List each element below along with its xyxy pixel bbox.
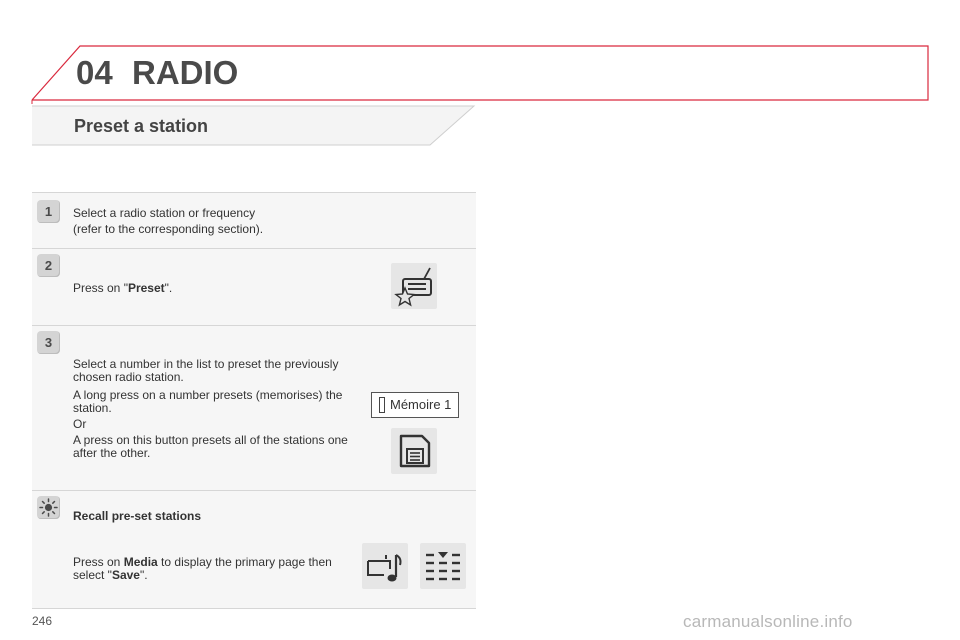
step-2-suffix: ". xyxy=(164,281,173,295)
lightbulb-icon xyxy=(37,496,60,519)
tip-bold-save: Save xyxy=(111,568,140,582)
step-3-para-2: A long press on a number presets (memorises) the station. xyxy=(73,388,343,415)
step-badge: 3 xyxy=(37,331,60,354)
step-badge: 1 xyxy=(37,200,60,223)
step-1-line-1: Select a radio station or frequency xyxy=(73,206,256,220)
watermark: carmanualsonline.info xyxy=(683,612,853,631)
tip-title: Recall pre-set stations xyxy=(73,509,202,523)
list-sort-icon xyxy=(420,543,466,589)
tip-text xyxy=(73,556,335,582)
memoire-indicator-icon xyxy=(379,397,385,413)
memoire-button-label: Mémoire 1 xyxy=(390,397,452,412)
step-2 xyxy=(32,248,476,325)
step-1-line-2: (refer to the corresponding section). xyxy=(73,222,264,236)
step-1 xyxy=(32,192,476,248)
tip-bold-media: Media xyxy=(123,555,158,569)
tip-prefix: Press on xyxy=(73,555,124,569)
chapter-title: RADIO xyxy=(132,54,239,91)
chapter-number: 04 xyxy=(76,54,113,91)
step-badge: 2 xyxy=(37,254,60,277)
radio-preset-star-icon xyxy=(391,263,437,309)
memoire-1-button[interactable] xyxy=(371,392,459,418)
step-2-text xyxy=(73,282,353,295)
step-2-bold: Preset xyxy=(127,281,165,295)
tip-suffix: ". xyxy=(139,568,148,582)
step-3-para-4: A press on this button presets all of the stations one after the other. xyxy=(73,433,348,460)
chapter-header xyxy=(0,0,960,110)
tip-box xyxy=(32,490,476,609)
tip-middle: to display the primary page then select " xyxy=(73,555,332,582)
section-title: Preset a station xyxy=(74,116,209,136)
step-3-para-3: Or xyxy=(73,417,87,431)
step-3-para-1: Select a number in the list to preset the previously chosen radio station. xyxy=(73,357,339,384)
step-2-prefix: Press on " xyxy=(73,281,128,295)
save-floppy-icon xyxy=(391,428,437,474)
page-number: 246 xyxy=(32,614,53,628)
media-music-icon xyxy=(362,543,408,589)
